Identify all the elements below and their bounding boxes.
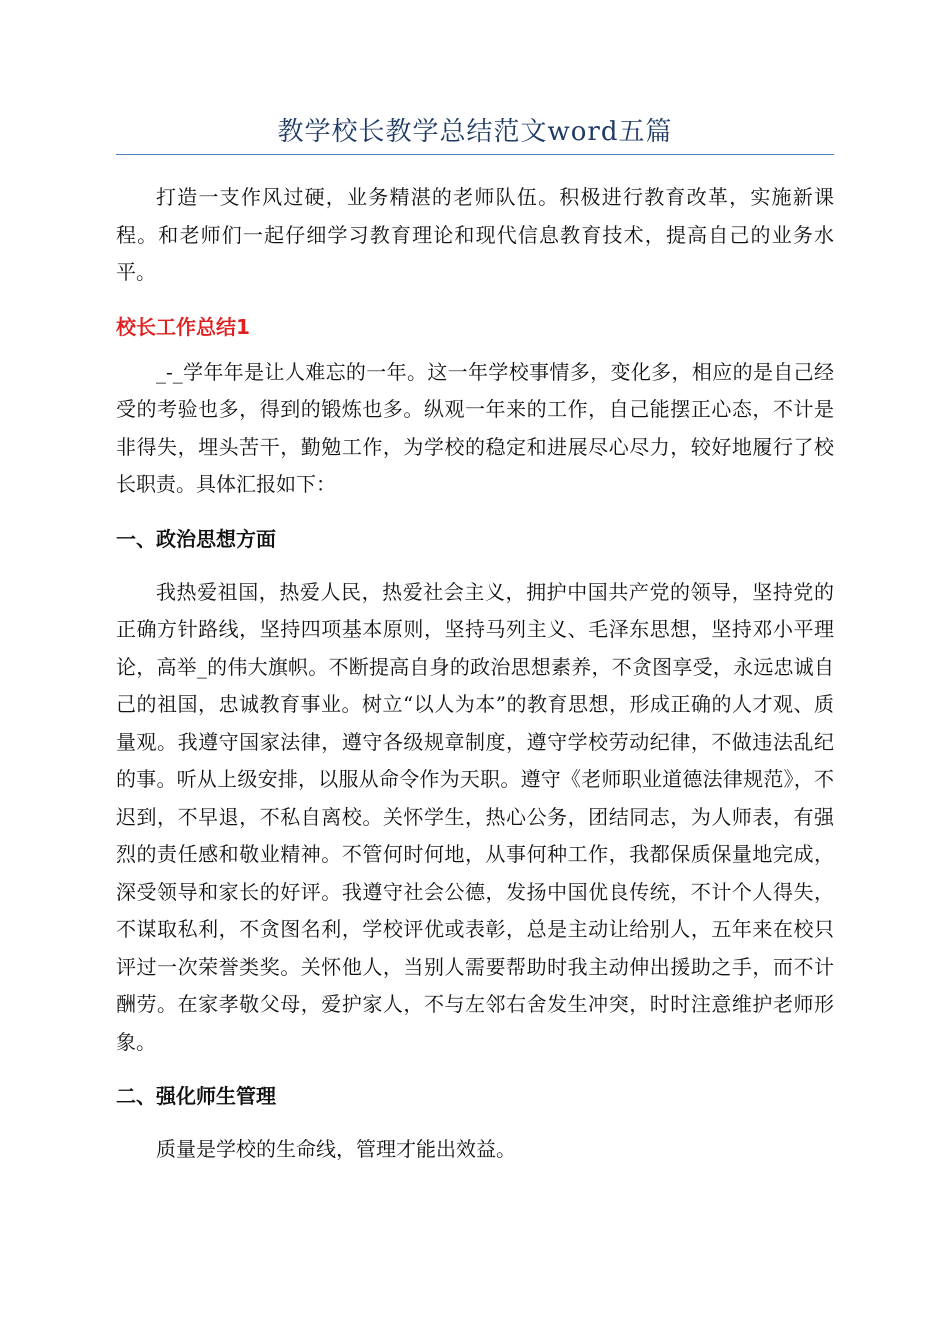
subsection-heading-management: 二、强化师生管理 [116, 1084, 276, 1108]
subsection2-paragraph: 质量是学校的生命线，管理才能出效益。 [156, 1137, 516, 1161]
subsection1-paragraph: 我热爱祖国，热爱人民，热爱社会主义，拥护中国共产党的领导，坚持党的正确方针路线，坚持四项基本原则，坚持马列主义、毛泽东思想，坚持邓小平理论，高举_的伟大旗帜。不断提高自身的政治思想素养，不贪图享受，永远忠诚自己的祖国，忠诚教育事业。树立“以人为本”的教育思想，形成正确的人才观、质量观。我遵守国家法律，遵守各级规章制度，遵守学校劳动纪律，不做违法乱纪的事。听从上级安排，以服从命令作为天职。遵守《老师职业道德法律规范》，不迟到，不早退，不私自离校。关怀学生，热心公务，团结同志，为人师表，有强烈的责任感和敬业精神。不管何时何地，从事何种工作，我都保质保量地完成，深受领导和家长的好评。我遵守社会公德，发扬中国优良传统，不计个人得失，不谋取私利，不贪图名利，学校评优或表彰，总是主动让给别人，五年来在校只评过一次荣誉类奖。关怀他人，当别人需要帮助时我主动伸出援助之手，而不计酬劳。在家孝敬父母，爱护家人，不与左邻右舍发生冲突，时时注意维护老师形象。 [116, 579, 834, 1054]
document-page [116, 0, 834, 1169]
section1-paragraph: _-_学年年是让人难忘的一年。这一年学校事情多，变化多，相应的是自己经受的考验也多，得到的锻炼也多。纵观一年来的工作，自己能摆正心态，不计是非得失，埋头苦干，勤勉工作，为学校的稳定和进展尽心尽力，较好地履行了校长职责。具体汇报如下： [116, 359, 834, 496]
title-underline [116, 154, 834, 155]
document-title: 教学校长教学总结范文word五篇 [277, 117, 673, 147]
section-heading-principal-summary-1: 校长工作总结1 [116, 314, 250, 339]
subsection-heading-political-thought: 一、政治思想方面 [116, 526, 276, 551]
intro-paragraph: 打造一支作风过硬，业务精湛的老师队伍。积极进行教育改革，实施新课程。和老师们一起仔细学习教育理论和现代信息教育技术，提高自己的业务水平。 [116, 185, 834, 284]
